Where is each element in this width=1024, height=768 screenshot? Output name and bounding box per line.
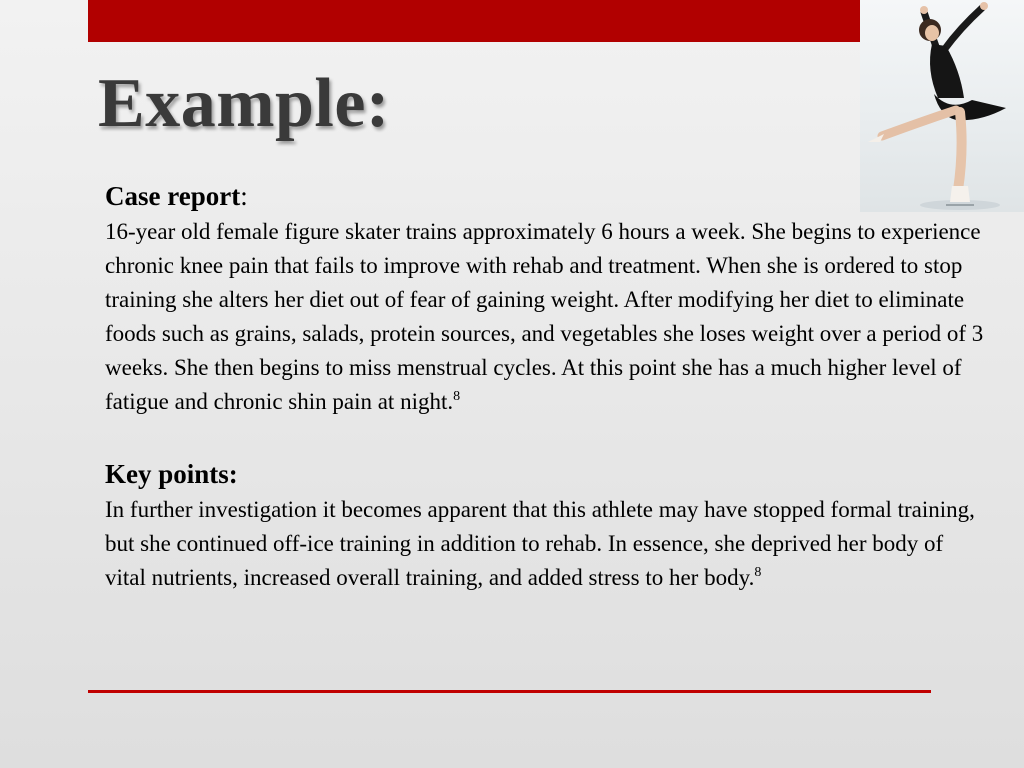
key-points-heading: Key points: [105,459,238,489]
bottom-divider [88,690,931,693]
key-points-text: In further investigation it becomes apparent that this athlete may have stopped formal training, but she continued off-ice training in addition to rehab. In essence, she deprived her body of vital nutrients, increased overall training, and added stress to her body. [105,497,975,590]
case-report-text: 16-year old female figure skater trains approximately 6 hours a week. She begins to experience chronic knee pain that fails to improve with rehab and treatment. When she is ordered to stop training she alters her diet out of fear of gaining weight. After modifying her diet to eliminate foods such as grains, salads, protein sources, and vegetables she loses weight over a period of 3 weeks. She then begins to miss menstrual cycles. At this point she has a much higher level of fatigue and chronic shin pain at night. [105,219,984,414]
key-points-citation: 8 [754,565,762,580]
slide-body [105,177,985,595]
top-accent-bar [88,0,860,42]
slide-title: Example: [98,65,390,142]
case-report-colon: : [240,181,248,211]
case-report-citation: 8 [453,389,461,404]
case-report-heading [105,177,985,215]
case-report-heading-text: Case report [105,181,241,211]
key-points-paragraph [105,493,985,595]
case-report-paragraph [105,215,985,419]
